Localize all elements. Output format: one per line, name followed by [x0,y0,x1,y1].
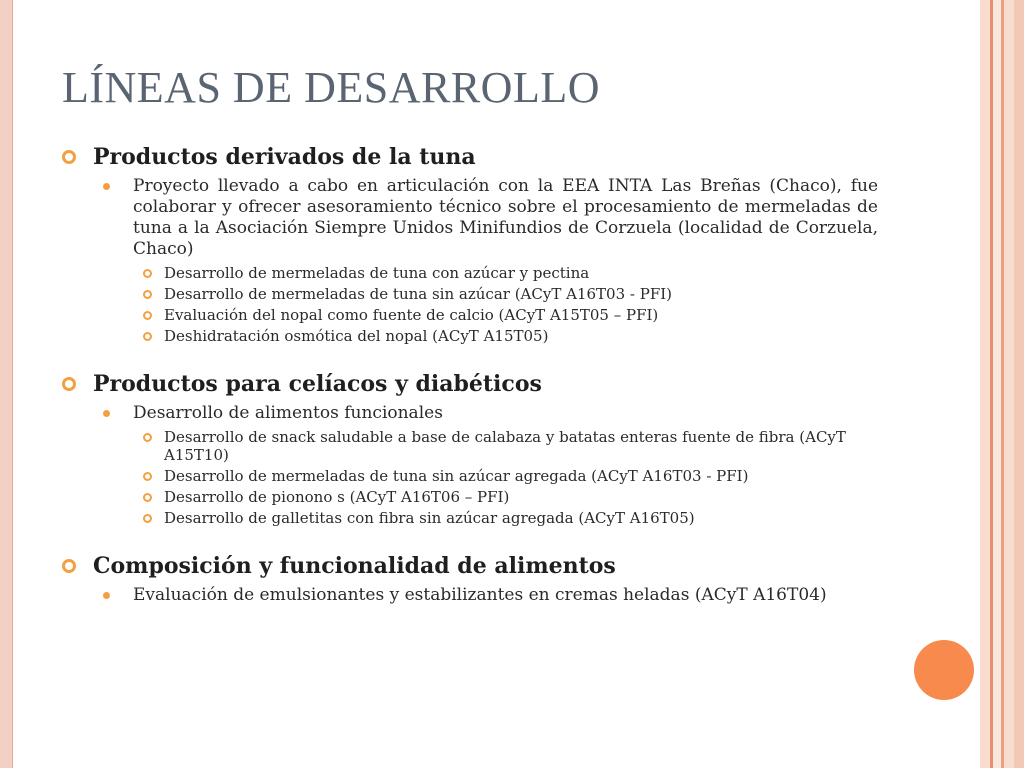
sub-bullet-item: Deshidratación osmótica del nopal (ACyT A15T05) [62,327,878,345]
bullet-item: Evaluación de emulsionantes y estabilizantes en cremas heladas (ACyT A16T04) [62,585,878,606]
ring-bullet-icon [62,150,76,164]
dot-bullet-icon [103,592,110,599]
bullet-item: Desarrollo de alimentos funcionales [62,403,878,424]
sub-bullet-item: Desarrollo de pionono s (ACyT A16T06 – PFI) [62,488,878,506]
section-heading: Productos para celíacos y diabéticos [62,369,878,399]
slide-content [62,142,878,630]
small-ring-bullet-icon [143,290,152,299]
sub-bullet-item: Desarrollo de snack saludable a base de calabaza y batatas enteras fuente de fibra (ACyT A15T10) [62,428,878,464]
border-stripe [980,0,990,768]
bullet-item: Proyecto llevado a cabo en articulación con la EEA INTA Las Breñas (Chaco), fue colaborar y ofrecer asesoramiento técnico sobre el procesamiento de mermeladas de tuna a la Asociación Siempre Unidos Minifundios de Corzuela (localidad de Corzuela, Chaco) [62,176,878,260]
dot-bullet-icon [103,410,110,417]
section-celiacos [62,369,878,527]
sub-bullet-item: Desarrollo de galletitas con fibra sin azúcar agregada (ACyT A16T05) [62,509,878,527]
section-tuna [62,142,878,345]
small-ring-bullet-icon [143,269,152,278]
border-stripe [993,0,1001,768]
left-border-decoration [0,0,13,768]
ring-bullet-icon [62,377,76,391]
section-composicion [62,551,878,606]
sub-bullet-item: Desarrollo de mermeladas de tuna sin azúcar (ACyT A16T03 - PFI) [62,285,878,303]
sub-bullet-item: Desarrollo de mermeladas de tuna con azúcar y pectina [62,264,878,282]
right-border-decoration [980,0,1024,768]
ring-bullet-icon [62,559,76,573]
sub-bullet-item: Evaluación del nopal como fuente de calcio (ACyT A15T05 – PFI) [62,306,878,324]
orange-circle-decoration [914,640,974,700]
small-ring-bullet-icon [143,514,152,523]
section-heading: Composición y funcionalidad de alimentos [62,551,878,581]
small-ring-bullet-icon [143,311,152,320]
border-stripe [1004,0,1014,768]
slide-title: LÍNEAS DE DESARROLLO [62,63,600,112]
small-ring-bullet-icon [143,472,152,481]
section-heading: Productos derivados de la tuna [62,142,878,172]
small-ring-bullet-icon [143,433,152,442]
small-ring-bullet-icon [143,493,152,502]
sub-bullet-item: Desarrollo de mermeladas de tuna sin azúcar agregada (ACyT A16T03 - PFI) [62,467,878,485]
small-ring-bullet-icon [143,332,152,341]
dot-bullet-icon [103,183,110,190]
border-stripe [1014,0,1024,768]
